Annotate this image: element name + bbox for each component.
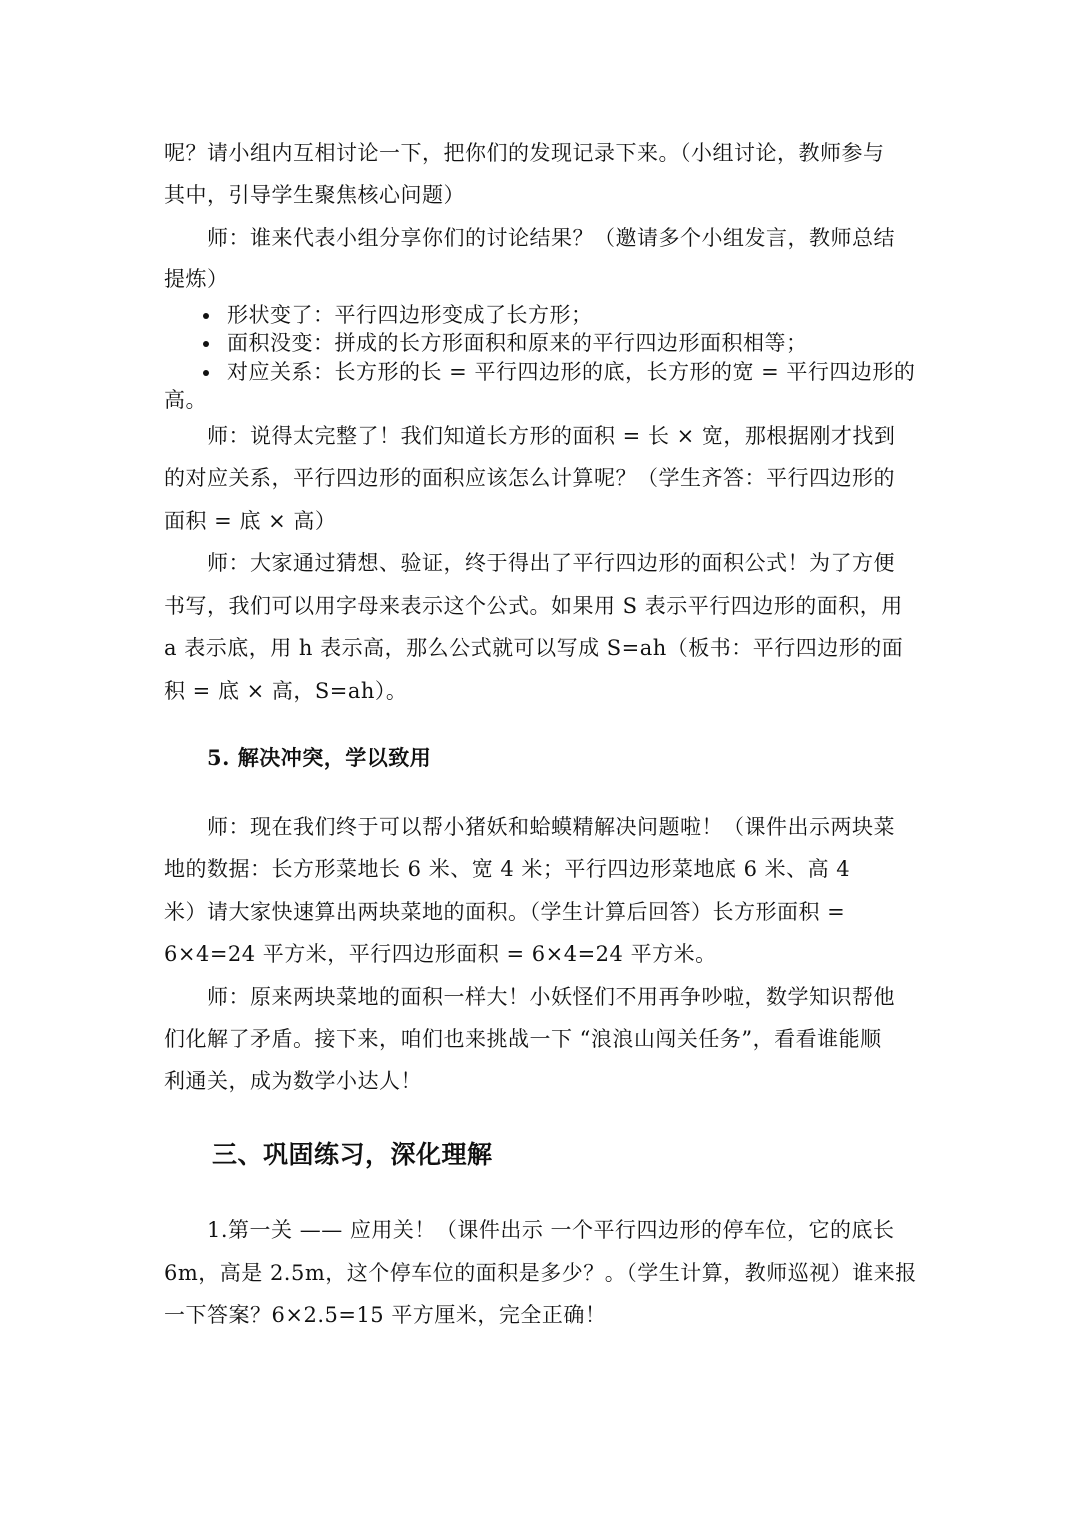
text-line: 其中，引导学生聚焦核心问题） — [164, 183, 465, 207]
text-line: 师：谁来代表小组分享你们的讨论结果？（邀请多个小组发言，教师总结 — [207, 226, 895, 250]
text-line: 面积 = 底 × 高） — [164, 509, 337, 533]
bullet-icon — [203, 313, 209, 319]
text-line: 们化解了矛盾。接下来，咱们也来挑战一下 “浪浪山闯关任务”，看看谁能顺 — [164, 1027, 882, 1051]
text-line: 师：原来两块菜地的面积一样大！小妖怪们不用再争吵啦，数学知识帮他 — [207, 985, 895, 1009]
text-line: 一下答案？6×2.5=15 平方厘米，完全正确！ — [164, 1303, 607, 1327]
text-line: 提炼） — [164, 267, 229, 291]
text-line: 积 = 底 × 高，S=ah）。 — [164, 679, 408, 703]
bullet-icon — [203, 341, 209, 347]
text-line: 的对应关系，平行四边形的面积应该怎么计算呢？（学生齐答：平行四边形的 — [164, 466, 895, 490]
text-line: 师：现在我们终于可以帮小猪妖和蛤蟆精解决问题啦！（课件出示两块菜 — [207, 815, 895, 839]
bullet-text: 面积没变：拼成的长方形面积和原来的平行四边形面积相等； — [227, 331, 808, 355]
text-line: 6×4=24 平方米，平行四边形面积 = 6×4=24 平方米。 — [164, 942, 717, 966]
text-line: 地的数据：长方形菜地长 6 米、宽 4 米；平行四边形菜地底 6 米、高 4 — [164, 857, 851, 881]
text-line: 师：说得太完整了！我们知道长方形的面积 = 长 × 宽，那根据刚才找到 — [207, 424, 896, 448]
section-title: 三、巩固练习，深化理解 — [212, 1140, 493, 1169]
bullet-icon — [203, 370, 209, 376]
section-heading: 5. 解决冲突，学以致用 — [207, 745, 432, 770]
bullet-text: 形状变了：平行四边形变成了长方形； — [227, 303, 593, 327]
text-line: 呢？请小组内互相讨论一下，把你们的发现记录下来。（小组讨论，教师参与 — [164, 141, 885, 165]
bullet-text: 对应关系：长方形的长 = 平行四边形的底，长方形的宽 = 平行四边形的 — [227, 360, 916, 384]
text-line: 米）请大家快速算出两块菜地的面积。（学生计算后回答）长方形面积 = — [164, 900, 846, 924]
text-line: 高。 — [164, 388, 207, 412]
text-line: a 表示底，用 h 表示高，那么公式就可以写成 S=ah（板书：平行四边形的面 — [164, 636, 904, 660]
text-line: 1.第一关 —— 应用关！（课件出示 一个平行四边形的停车位，它的底长 — [207, 1218, 895, 1242]
text-line: 师：大家通过猜想、验证，终于得出了平行四边形的面积公式！为了方便 — [207, 551, 895, 575]
text-line: 利通关，成为数学小达人！ — [164, 1069, 422, 1093]
text-line: 书写，我们可以用字母来表示这个公式。如果用 S 表示平行四边形的面积，用 — [164, 594, 903, 618]
text-line: 6m，高是 2.5m，这个停车位的面积是多少？。（学生计算，教师巡视）谁来报 — [164, 1261, 917, 1285]
